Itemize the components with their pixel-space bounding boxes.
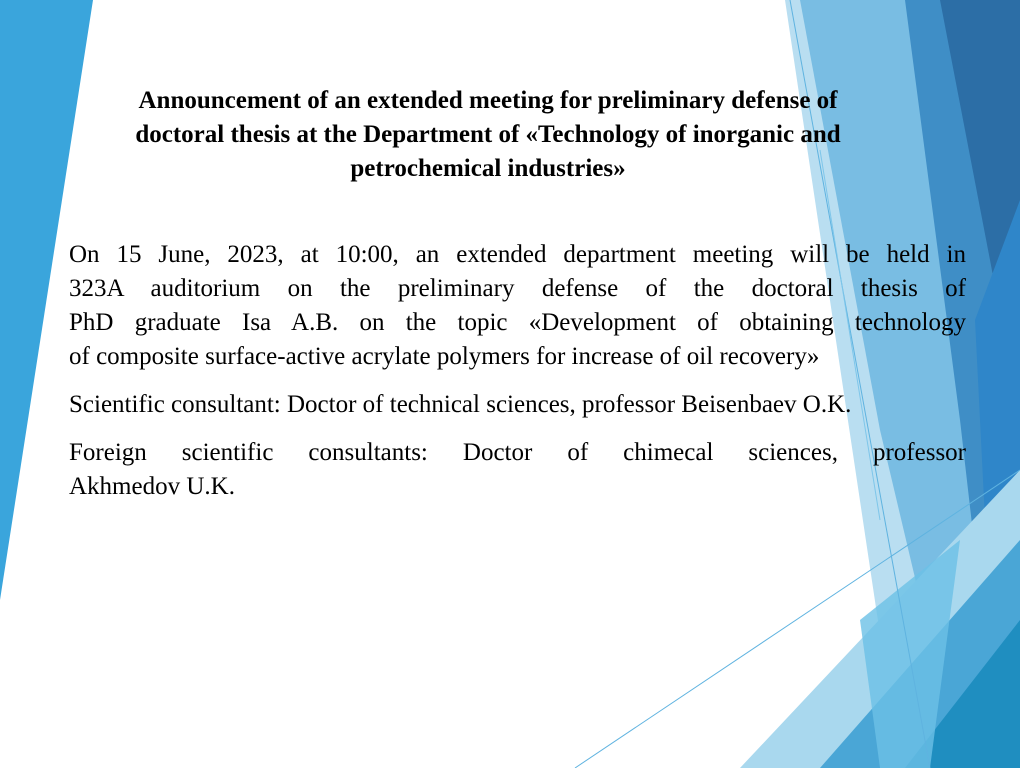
title-line: Announcement of an extended meeting for preliminary defense of <box>138 87 838 114</box>
paragraph-line: Akhmedov U.K. <box>69 473 235 500</box>
paragraph-line: Foreign scientific consultants: Doctor of chimecal sciences, professor <box>69 439 966 466</box>
scientific-consultant-paragraph <box>69 388 966 422</box>
paragraph-line: of composite surface-active acrylate polymers for increase of oil recovery» <box>69 343 820 370</box>
foreign-consultants-paragraph <box>69 436 966 504</box>
paragraph-line: Scientific consultant: Doctor of technical sciences, professor Beisenbaev O.K. <box>69 391 852 418</box>
paragraph-line: On 15 June, 2023, at 10:00, an extended department meeting will be held in <box>69 241 966 268</box>
meeting-announcement-paragraph <box>69 238 966 374</box>
title-line: petrochemical industries» <box>350 155 626 182</box>
paragraph-line: PhD graduate Isa A.B. on the topic «Development of obtaining technology <box>69 309 966 336</box>
title-line: doctoral thesis at the Department of «Technology of inorganic and <box>135 121 841 148</box>
paragraph-line: 323A auditorium on the preliminary defense of the doctoral thesis of <box>69 275 966 302</box>
slide-body <box>69 238 966 518</box>
slide-title <box>70 84 906 186</box>
